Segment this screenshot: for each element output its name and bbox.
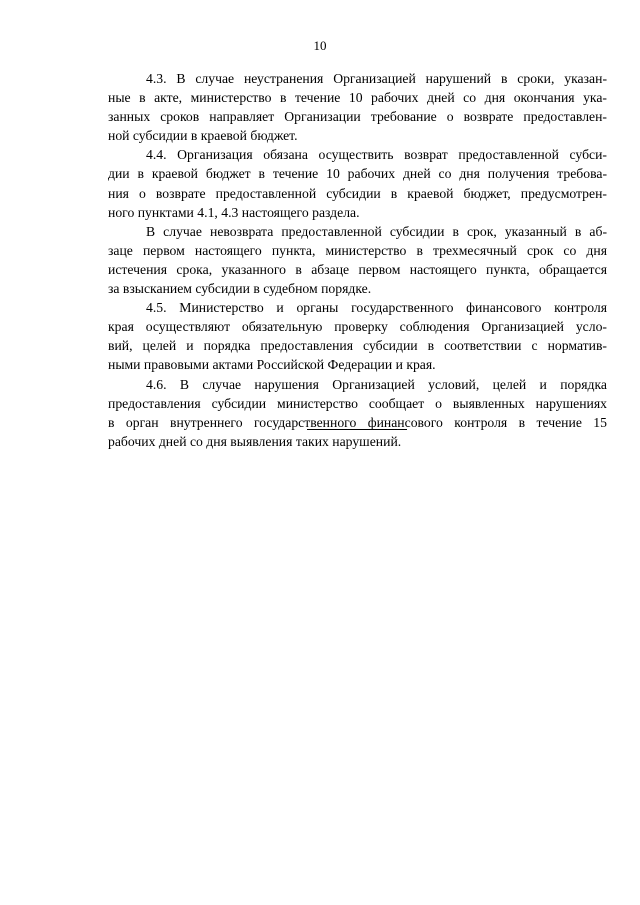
paragraph-line: В случае невозврата предоставленной субсидии в срок, указанный в аб-	[146, 223, 607, 239]
paragraph-line: за взысканием субсидии в судебном порядке.	[108, 281, 372, 297]
paragraph-line: 4.3. В случае неустранения Организацией нарушений в сроки, указан-	[146, 71, 607, 86]
paragraph-line: в орган внутреннего государственного финансового контроля в течение 15	[108, 414, 607, 430]
paragraph-line: предоставления субсидии министерство сообщает о выявленных нарушениях	[108, 395, 607, 411]
paragraph-4-4-second	[108, 222, 607, 298]
paragraph-line: 4.6. В случае нарушения Организацией условий, целей и порядка	[146, 376, 607, 392]
paragraph-4-5	[108, 298, 607, 374]
paragraph-line: истечения срока, указанного в абзаце первом настоящего пункта, обращается	[108, 261, 607, 277]
paragraph-4-4	[108, 145, 607, 221]
paragraph-line: занных сроков направляет Организации требование о возврате предоставлен-	[108, 109, 607, 125]
paragraph-line: ными правовыми актами Российской Федерации и края.	[108, 357, 436, 373]
paragraph-line: дии в краевой бюджет в течение 10 рабочих дней со дня получения требова-	[108, 166, 607, 182]
paragraph-line: ного пунктами 4.1, 4.3 настоящего раздела.	[108, 204, 360, 220]
paragraph-line: 4.5. Министерство и органы государственного финансового контроля	[146, 300, 607, 316]
paragraph-line: края осуществляют обязательную проверку соблюдения Организацией усло-	[108, 319, 607, 335]
paragraph-line: рабочих дней со дня выявления таких нарушений.	[108, 433, 402, 449]
paragraph-line: вий, целей и порядка предоставления субсидии в соответствии с норматив-	[108, 338, 607, 354]
end-divider-line	[307, 429, 407, 430]
page-number: 10	[313, 38, 327, 53]
document-body	[108, 69, 607, 451]
paragraph-line: ния о возврате предоставленной субсидии в краевой бюджет, предусмотрен-	[108, 185, 607, 201]
paragraph-line: 4.4. Организация обязана осуществить возврат предоставленной субси-	[146, 147, 607, 163]
paragraph-4-3	[108, 69, 607, 145]
paragraph-line: ной субсидии в краевой бюджет.	[108, 128, 298, 144]
paragraph-4-6	[108, 375, 607, 451]
paragraph-line: ные в акте, министерство в течение 10 рабочих дней со дня окончания ука-	[108, 90, 607, 106]
paragraph-line: заце первом настоящего пункта, министерство в трехмесячный срок со дня	[108, 242, 607, 258]
